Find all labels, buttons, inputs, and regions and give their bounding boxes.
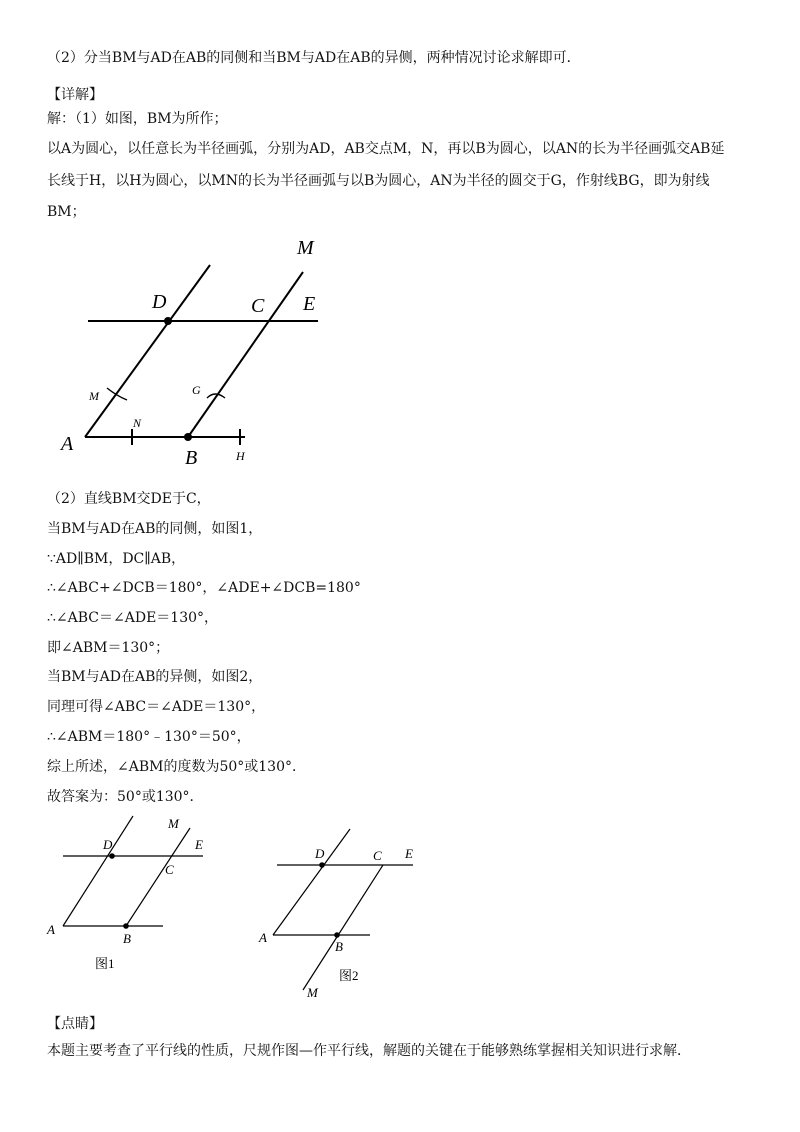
fig1-label-m: M	[168, 816, 179, 831]
text-line-4: 以A为圆心，以任意长为半径画弧，分别为AD，AB交点M，N，再以B为圆心，以AN的长为半径画弧交AB延	[47, 141, 725, 157]
text-line-16: 综上所述，∠ABM的度数为50°或130°．	[47, 759, 306, 775]
fig1-caption: 图1	[95, 956, 115, 971]
label-a: A	[61, 433, 74, 455]
point-b	[184, 433, 192, 441]
fig1-point-b	[123, 923, 129, 929]
text-line-6: BM；	[47, 204, 86, 220]
text-line-7: （2）直线BM交DE于C，	[47, 491, 211, 507]
fig1-label-e: E	[195, 837, 203, 852]
fig2-label-d: D	[315, 846, 325, 861]
text-line-11: ∴∠ABC＝∠ADE＝130°，	[47, 610, 219, 626]
fig2-label-a: A	[259, 930, 267, 945]
construction-figure	[55, 230, 345, 475]
fig2-label-c: C	[373, 848, 382, 863]
section-heading-detail: 【详解】	[47, 87, 103, 103]
figure-2	[255, 825, 430, 1000]
fig2-caption: 图2	[339, 968, 359, 983]
point-d	[164, 317, 172, 325]
label-h: H	[236, 449, 245, 463]
text-line-5: 长线于H，以H为圆心，以MN的长为半径画弧与以B为圆心，AN为半径的圆交于G，作射线BG，即为射线	[47, 173, 710, 189]
text-line-9: ∵AD∥BM，DC∥AB，	[47, 551, 186, 567]
label-m-arc: M	[89, 389, 99, 403]
text-line-19: 本题主要考查了平行线的性质，尺规作图—作平行线，解题的关键在于能够熟练掌握相关知识进行求解．	[47, 1043, 691, 1059]
fig1-point-d	[109, 853, 115, 859]
figure-1	[45, 812, 220, 982]
fig1-line-ad	[63, 816, 133, 926]
text-line-17: 故答案为：50°或130°．	[47, 789, 204, 805]
fig1-label-b: B	[123, 931, 131, 946]
label-n: N	[133, 416, 142, 430]
fig2-label-b: B	[335, 939, 343, 954]
text-line-12: 即∠ABM＝130°；	[47, 640, 170, 656]
fig2-label-e: E	[405, 846, 413, 861]
fig1-label-a: A	[47, 922, 55, 937]
label-b: B	[185, 447, 198, 469]
label-c: C	[251, 295, 265, 317]
fig2-line-ad	[273, 829, 350, 935]
line-ad	[85, 265, 210, 437]
label-g: G	[192, 383, 201, 397]
section-heading-comment: 【点睛】	[47, 1016, 103, 1032]
fig2-point-d	[319, 862, 325, 868]
label-d: D	[152, 291, 167, 313]
text-line-8: 当BM与AD在AB的同侧，如图1，	[47, 521, 263, 537]
text-line-15: ∴∠ABM＝180°﹣130°＝50°，	[47, 729, 251, 745]
fig2-point-b	[334, 932, 340, 938]
label-m-top: M	[297, 237, 314, 259]
fig2-label-m: M	[307, 985, 318, 1000]
text-line-13: 当BM与AD在AB的异侧，如图2，	[47, 669, 263, 685]
text-line-14: 同理可得∠ABC＝∠ADE＝130°，	[47, 699, 266, 715]
ray-bm	[188, 272, 303, 437]
label-e: E	[303, 293, 316, 315]
fig1-label-d: D	[103, 837, 113, 852]
text-line-10: ∴∠ABC+∠DCB＝180°，∠ADE+∠DCB=180°	[47, 580, 361, 596]
fig1-label-c: C	[165, 862, 174, 877]
text-line-3: 解：（1）如图，BM为所作；	[47, 111, 228, 127]
fig1-line-bm	[126, 828, 190, 926]
text-line-1: （2）分当BM与AD在AB的同侧和当BM与AD在AB的异侧，两种情况讨论求解即可．	[47, 50, 581, 66]
